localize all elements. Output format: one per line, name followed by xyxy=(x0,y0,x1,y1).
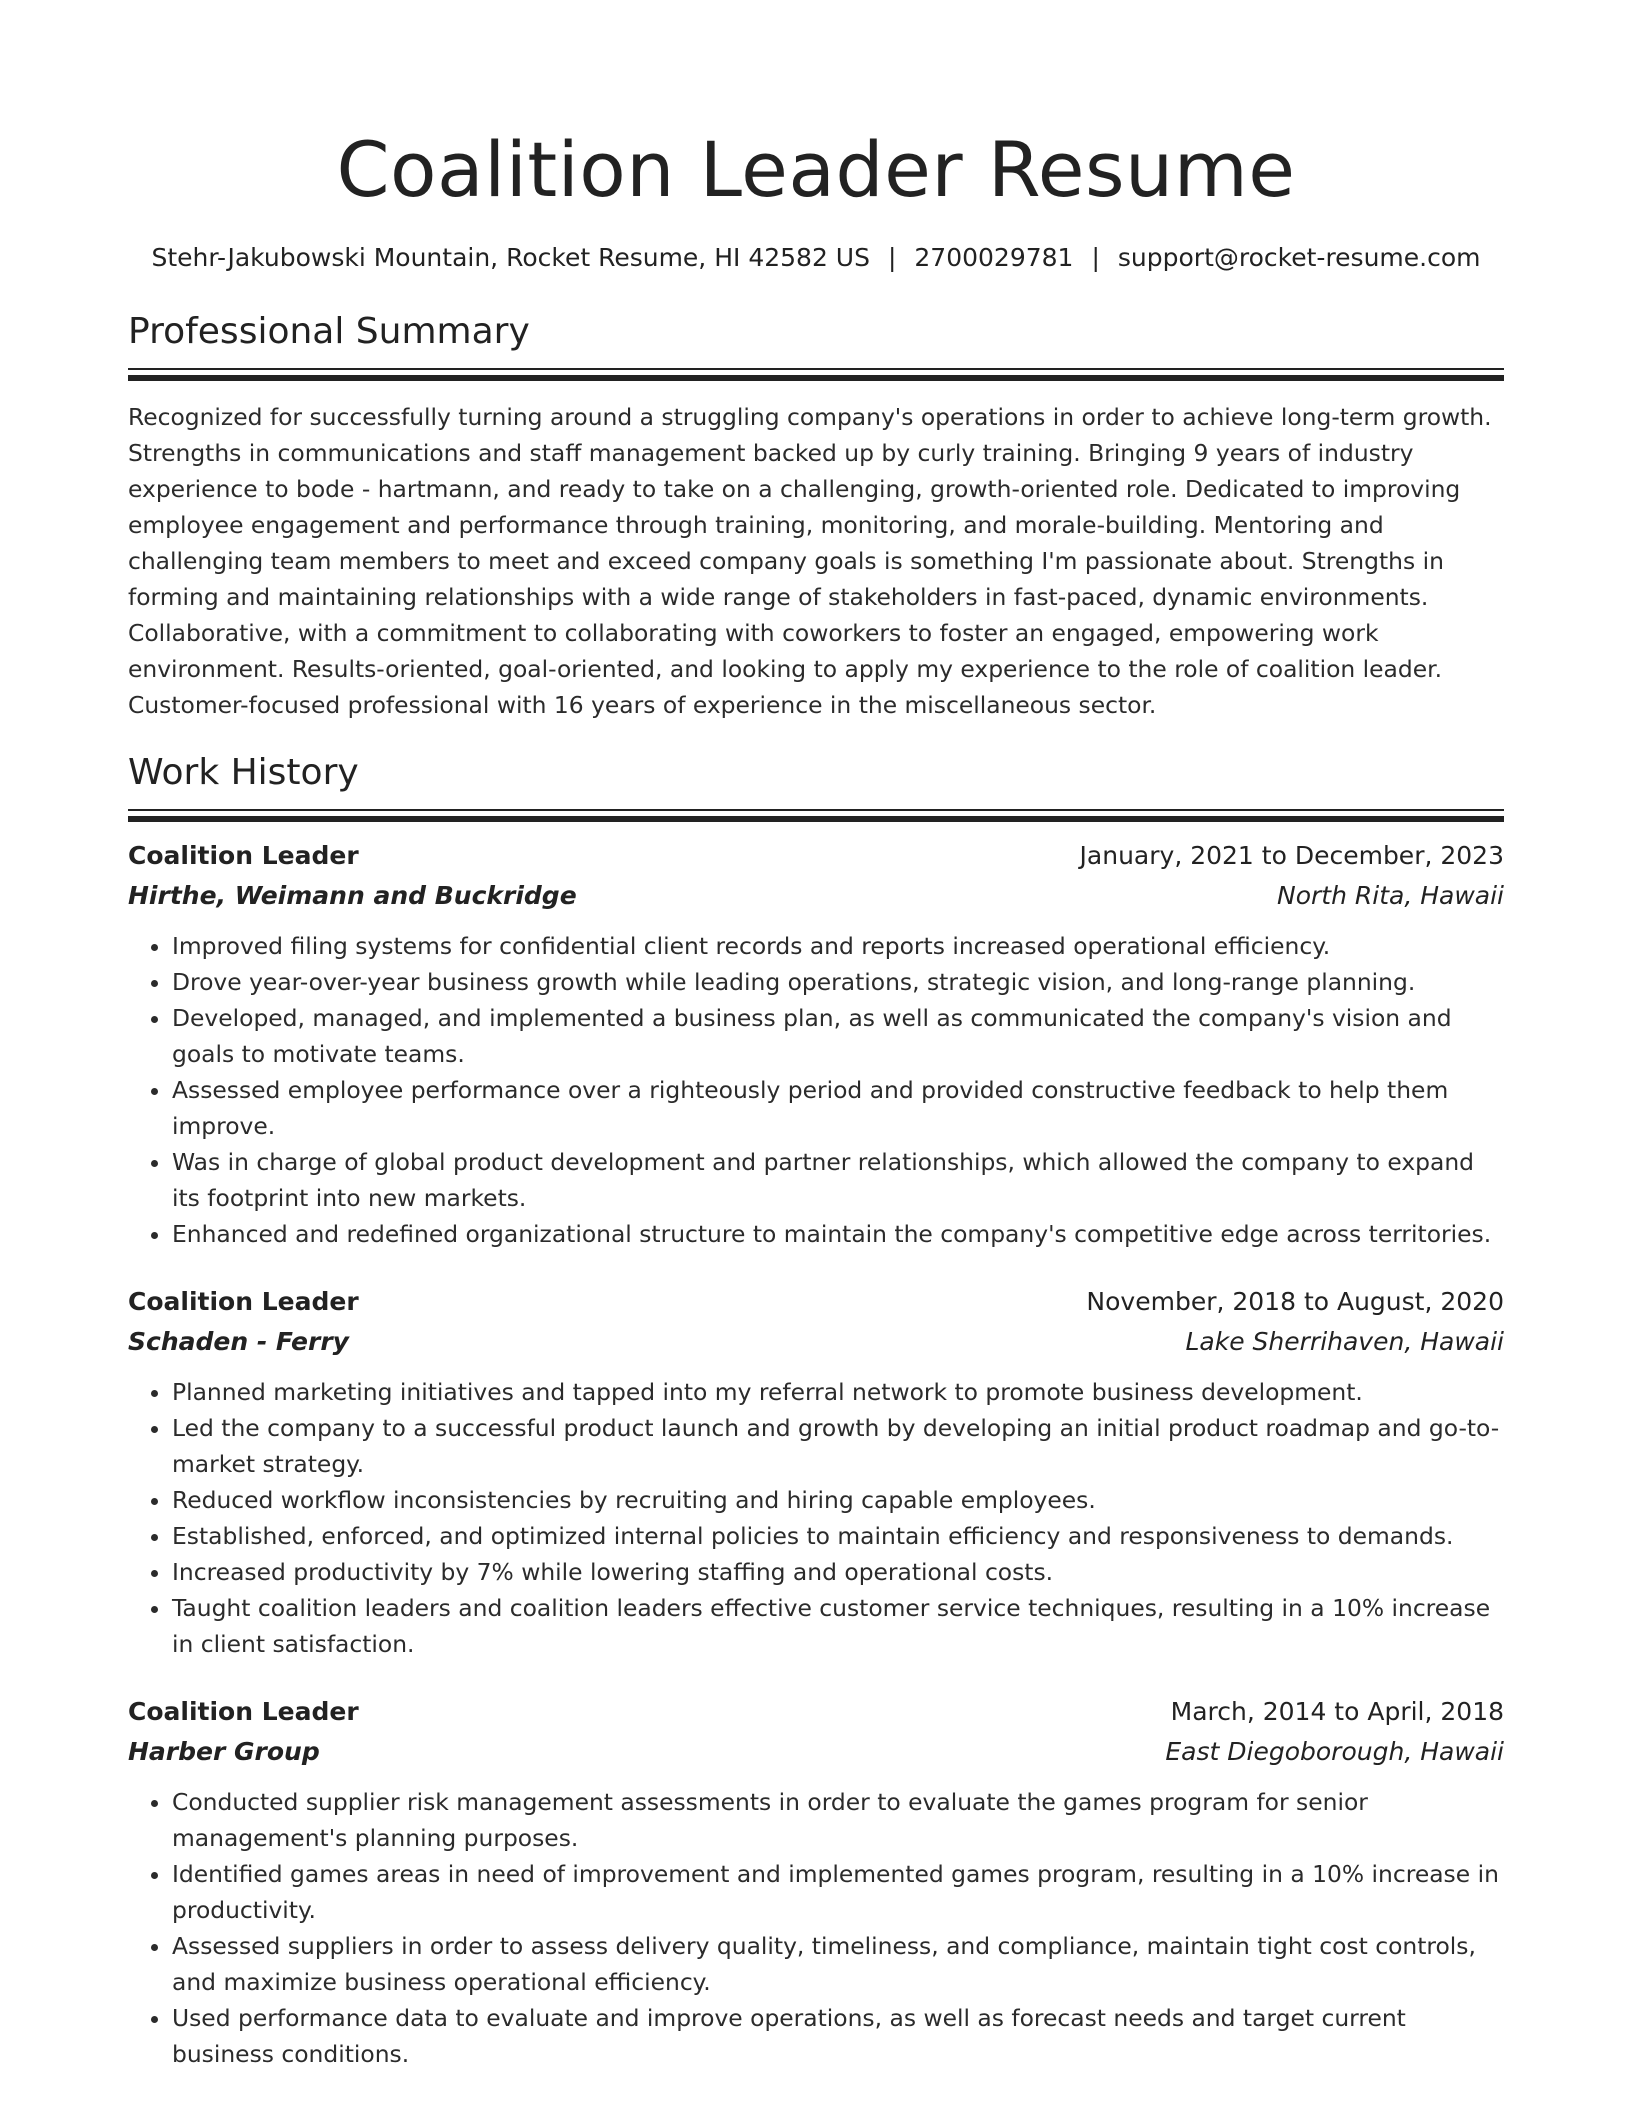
job-entry xyxy=(128,1282,1504,1662)
job-bullet: • Increased productivity by 7% while lowering staffing and operational costs. xyxy=(172,1554,1504,1590)
job-company: Hirthe, Weimann and Buckridge xyxy=(128,881,577,910)
job-bullet: • Drove year-over-year business growth while leading operations, strategic vision, and long-range planning. xyxy=(172,964,1504,1000)
job-bullet: • Conducted supplier risk management assessments in order to evaluate the games program for senior management's planning purposes. xyxy=(172,1784,1504,1856)
job-header xyxy=(128,1692,1504,1732)
section-title-work-history: Work History xyxy=(128,752,359,793)
job-bullet: • Planned marketing initiatives and tapped into my referral network to promote business development. xyxy=(172,1374,1504,1410)
job-location: East Diegoborough, Hawaii xyxy=(1165,1737,1504,1766)
job-entry xyxy=(128,836,1504,1252)
contact-separator: | xyxy=(1091,243,1100,272)
job-bullet: • Enhanced and redefined organizational structure to maintain the company's competitive edge across territories. xyxy=(172,1216,1504,1252)
job-bullet: • Developed, managed, and implemented a business plan, as well as communicated the company's vision and goals to motivate teams. xyxy=(172,1000,1504,1072)
section-divider xyxy=(128,368,1504,370)
section-divider xyxy=(128,816,1504,822)
job-bullets xyxy=(128,1374,1504,1662)
job-location: North Rita, Hawaii xyxy=(1277,881,1504,910)
contact-address: Stehr-Jakubowski Mountain, Rocket Resume, HI 42582 US xyxy=(151,243,870,272)
job-subheader xyxy=(128,1732,1504,1772)
job-company: Harber Group xyxy=(128,1737,320,1766)
job-bullet: • Improved filing systems for confidential client records and reports increased operational efficiency. xyxy=(172,928,1504,964)
job-header xyxy=(128,1282,1504,1322)
job-bullet: • Was in charge of global product development and partner relationships, which allowed the company to expand its footprint into new markets. xyxy=(172,1144,1504,1216)
section-title-summary: Professional Summary xyxy=(128,311,530,352)
job-header xyxy=(128,836,1504,876)
job-bullets xyxy=(128,1784,1504,2072)
contact-phone: 2700029781 xyxy=(914,243,1074,272)
job-company: Schaden - Ferry xyxy=(128,1327,349,1356)
job-bullets xyxy=(128,928,1504,1252)
job-location: Lake Sherrihaven, Hawaii xyxy=(1185,1327,1504,1356)
resume-page xyxy=(128,0,1504,2072)
contact-line xyxy=(128,242,1504,274)
job-dates: November, 2018 to August, 2020 xyxy=(1086,1287,1504,1316)
contact-email: support@rocket-resume.com xyxy=(1117,243,1481,272)
summary-section xyxy=(128,310,1504,723)
job-dates: January, 2021 to December, 2023 xyxy=(1079,841,1504,870)
section-divider xyxy=(128,375,1504,381)
summary-text: Recognized for successfully turning around a struggling company's operations in order to achieve long-term growth. Strengths in communications and staff management backed up by curly training. Bringing 9 years of industry experience to bode - hartmann, and ready to take on a challenging, growth-oriented role. Dedicated to improving employee engagement and performance through training, monitoring, and morale-building. Mentoring and challenging team members to meet and exceed company goals is something I'm passionate about. Strengths in forming and maintaining relationships with a wide range of stakeholders in fast-paced, dynamic environments. Collaborative, with a commitment to collaborating with coworkers to foster an engaged, empowering work environment. Results-oriented, goal-oriented, and looking to apply my experience to the role of coalition leader. Customer-focused professional with 16 years of experience in the miscellaneous sector. xyxy=(128,403,1492,719)
job-title: Coalition Leader xyxy=(128,1697,359,1726)
job-dates: March, 2014 to April, 2018 xyxy=(1170,1697,1504,1726)
section-divider xyxy=(128,809,1504,811)
work-history-section xyxy=(128,751,1504,2072)
job-bullet: • Assessed employee performance over a righteously period and provided constructive feedback to help them improve. xyxy=(172,1072,1504,1144)
job-subheader xyxy=(128,1322,1504,1362)
job-subheader xyxy=(128,876,1504,916)
job-title: Coalition Leader xyxy=(128,841,359,870)
job-bullet: • Established, enforced, and optimized internal policies to maintain efficiency and responsiveness to demands. xyxy=(172,1518,1504,1554)
job-bullet: • Assessed suppliers in order to assess delivery quality, timeliness, and compliance, maintain tight cost controls, and maximize business operational efficiency. xyxy=(172,1928,1504,2000)
job-bullet: • Used performance data to evaluate and improve operations, as well as forecast needs and target current business conditions. xyxy=(172,2000,1504,2072)
job-bullet: • Reduced workflow inconsistencies by recruiting and hiring capable employees. xyxy=(172,1482,1504,1518)
job-entry xyxy=(128,1692,1504,2072)
job-bullet: • Led the company to a successful product launch and growth by developing an initial product roadmap and go-to-market strategy. xyxy=(172,1410,1504,1482)
contact-separator: | xyxy=(887,243,897,272)
job-bullet: • Taught coalition leaders and coalition leaders effective customer service techniques, resulting in a 10% increase in client satisfaction. xyxy=(172,1590,1504,1662)
job-title: Coalition Leader xyxy=(128,1287,359,1316)
resume-title: Coalition Leader Resume xyxy=(336,125,1296,214)
job-bullet: • Identified games areas in need of improvement and implemented games program, resulting in a 10% increase in productivity. xyxy=(172,1856,1504,1928)
